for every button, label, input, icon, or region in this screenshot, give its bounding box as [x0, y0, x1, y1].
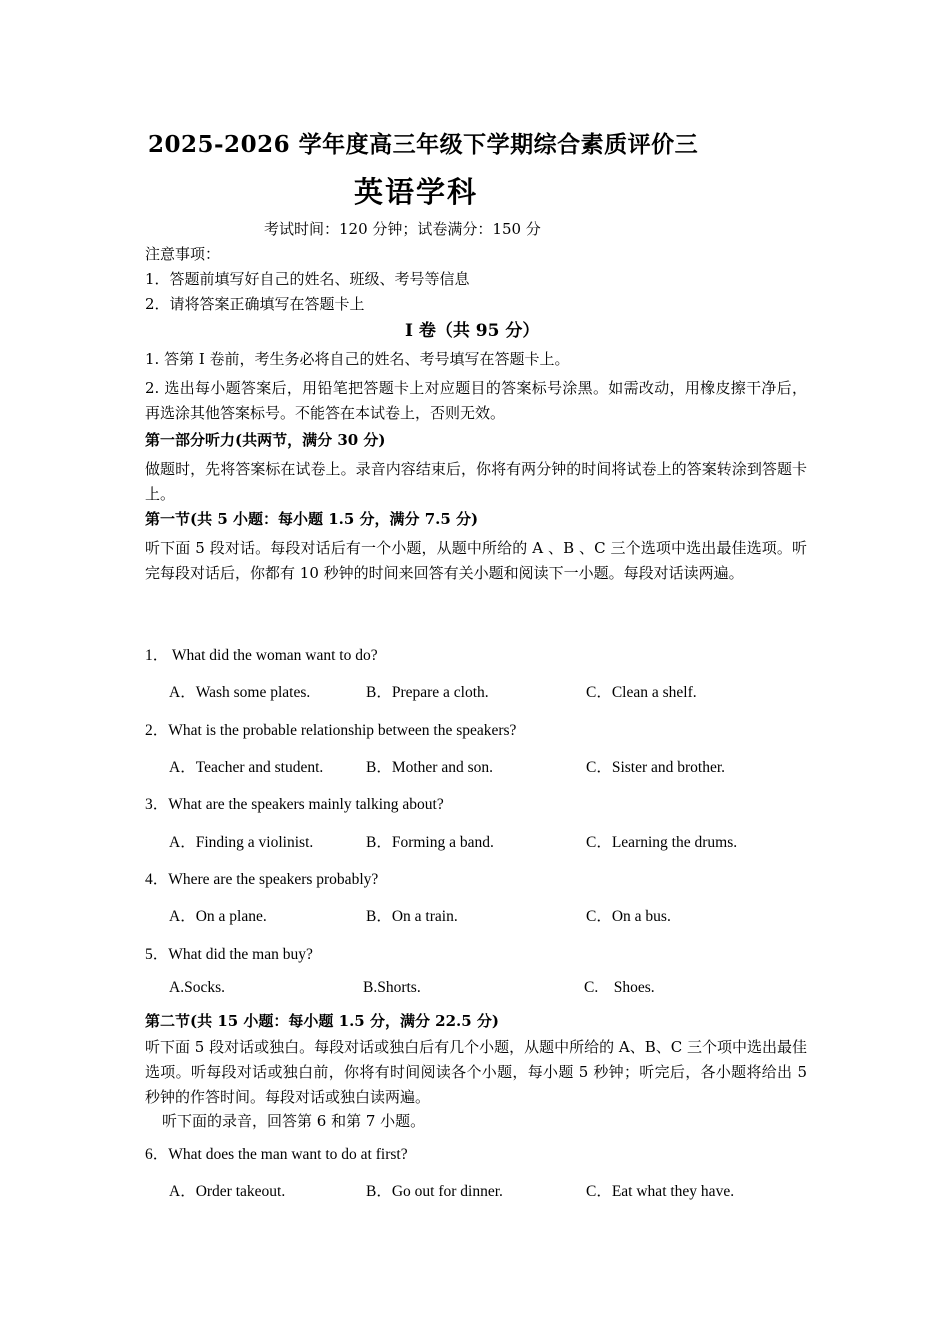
option-b: B．Prepare a cloth.	[366, 684, 489, 701]
question-stem: 2．What is the probable relationship between the speakers?	[145, 722, 517, 739]
exam-title: 2025-2026 学年度高三年级下学期综合素质评价三	[148, 131, 699, 158]
section1-intro: 听下面 5 段对话。每段对话后有一个小题，从题中所给的 A 、B 、C 三个选项中选出最佳选项。听完每段对话后，你都有 10 秒钟的时间来回答有关小题和阅读下一小题。每段对话读两遍。	[145, 539, 807, 582]
subject-title: 英语学科	[354, 175, 479, 209]
volume-instruction: 2. 选出每小题答案后，用铅笔把答题卡上对应题目的答案标号涂黑。如需改动，用橡皮擦干净后，再选涂其他答案标号。不能答在本试卷上，否则无效。	[145, 379, 807, 422]
option-c: C．Learning the drums.	[586, 834, 738, 851]
volume-heading: I 卷（共 95 分）	[405, 321, 540, 341]
section2-heading: 第二节(共 15 小题：每小题 1.5 分，满分 22.5 分)	[145, 1012, 500, 1030]
exam-timing: 考试时间：120 分钟；试卷满分：150 分	[264, 220, 541, 238]
part1-intro: 做题时，先将答案标在试卷上。录音内容结束后，你将有两分钟的时间将试卷上的答案转涂到答题卡上。	[145, 460, 807, 503]
question-stem: 4．Where are the speakers probably?	[145, 871, 379, 888]
option-a: A．Teacher and student.	[169, 759, 324, 776]
option-c: C. Shoes.	[584, 979, 655, 996]
question-stem: 3．What are the speakers mainly talking about?	[145, 796, 444, 813]
option-c: C．Eat what they have.	[586, 1183, 735, 1200]
option-b: B．Forming a band.	[366, 834, 494, 851]
option-b: B.Shorts.	[363, 979, 421, 996]
option-c: C．On a bus.	[586, 908, 671, 925]
section2-intro: 听下面 5 段对话或独白。每段对话或独白后有几个小题，从题中所给的 A、B、C 三个项中选出最佳选项。听每段对话或独白前，你将有时间阅读各个小题，每小题 5 秒钟；听完后，各小题将给出 5 秒钟的作答时间。每段对话或独白读两遍。	[145, 1038, 807, 1106]
section1-heading: 第一节(共 5 小题：每小题 1.5 分，满分 7.5 分)	[145, 510, 479, 528]
question-stem: 5．What did the man buy?	[145, 946, 313, 963]
part1-heading: 第一部分听力(共两节，满分 30 分)	[145, 431, 386, 449]
option-b: B．Mother and son.	[366, 759, 494, 776]
notes-item: 2．请将答案正确填写在答题卡上	[145, 295, 365, 313]
option-a: A．Order takeout.	[169, 1183, 286, 1200]
volume-instruction: 1. 答第 I 卷前，考生务必将自己的姓名、考号填写在答题卡上。	[145, 350, 570, 368]
section2-sub: 听下面的录音，回答第 6 和第 7 小题。	[162, 1112, 426, 1130]
option-c: C．Clean a shelf.	[586, 684, 697, 701]
notes-item: 1．答题前填写好自己的姓名、班级、考号等信息	[145, 270, 470, 288]
notes-heading: 注意事项：	[145, 245, 221, 263]
option-a: A．On a plane.	[169, 908, 267, 925]
option-a: A．Wash some plates.	[169, 684, 311, 701]
option-a: A．Finding a violinist.	[169, 834, 314, 851]
option-a: A.Socks.	[169, 979, 225, 996]
question-stem: 6．What does the man want to do at first?	[145, 1146, 408, 1163]
option-b: B．Go out for dinner.	[366, 1183, 503, 1200]
option-b: B．On a train.	[366, 908, 458, 925]
question-stem: 1． What did the woman want to do?	[145, 647, 378, 664]
option-c: C．Sister and brother.	[586, 759, 726, 776]
